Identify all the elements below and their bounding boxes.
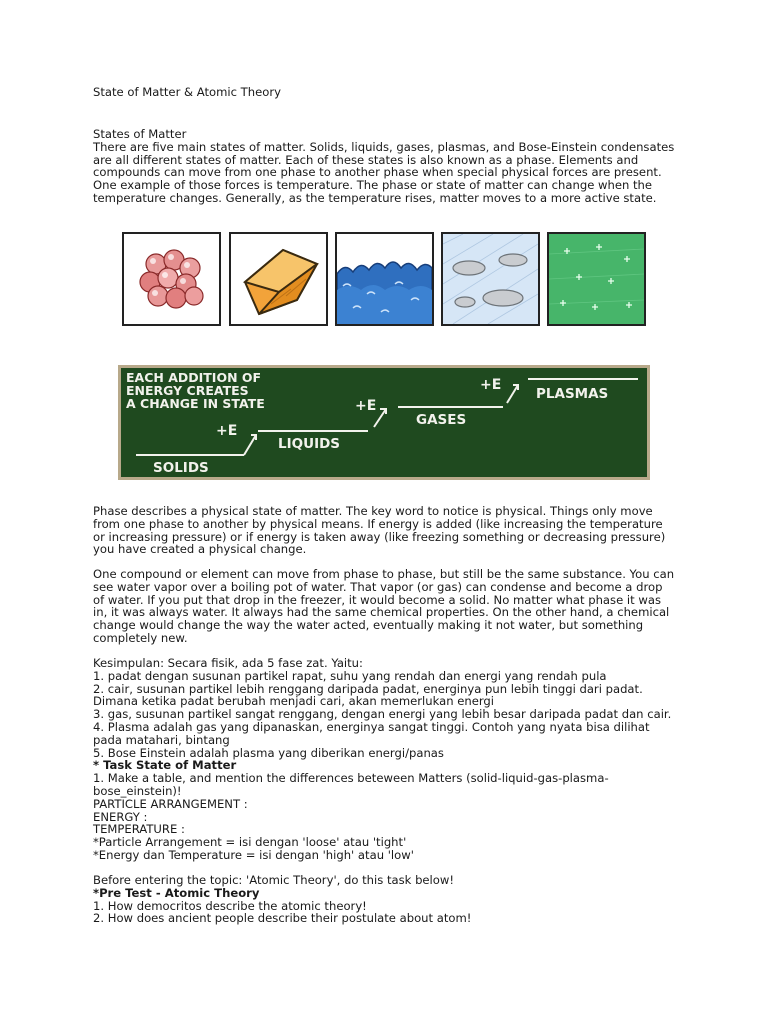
text-line: change would change the way the water acted, eventually making it not water, but something: [93, 618, 644, 633]
pretest-section: [93, 874, 683, 925]
text-line: One example of those forces is temperature. The phase or state of matter can change when the: [93, 178, 653, 193]
text-line: 4. Plasma adalah gas yang dipanaskan, energinya sangat tinggi. Contoh yang nyata bisa dilihat: [93, 719, 650, 734]
text-line: or increasing pressure) or if energy is taken away (like freezing something or decreasing pressure): [93, 529, 666, 544]
text-line: 1. padat dengan susunan partikel rapat, suhu yang rendah dan energi yang rendah pula: [93, 668, 607, 683]
text-line: There are five main states of matter. Solids, liquids, gases, plasmas, and Bose-Einstein condensates: [93, 139, 675, 154]
board-header-line: EACH ADDITION OF: [126, 370, 262, 385]
text-line: pada matahari, bintang: [93, 732, 230, 747]
text-line: 1. Make a table, and mention the differences beteween Matters (solid-liquid-gas-plasma-: [93, 771, 609, 786]
solid-block-image: [229, 232, 328, 326]
text-line: 2. How does ancient people describe their postulate about atom!: [93, 911, 472, 926]
text-line: 5. Bose Einstein adalah plasma yang diberikan energi/panas: [93, 745, 444, 760]
particles-cluster-image: [122, 232, 221, 326]
kesimpulan-section: [93, 657, 683, 862]
compound-paragraph: [93, 568, 683, 645]
document-title: State of Matter & Atomic Theory: [93, 85, 281, 99]
text-line: of water. If you put that drop in the freezer, it would become a solid. No matter what phase it was: [93, 592, 661, 607]
plasma-sparkles-image: [547, 232, 646, 326]
energy-label: +E: [216, 423, 238, 439]
text-line: 3. gas, susunan partikel sangat renggang, dengan energi yang lebih besar daripada padat dan cair.: [93, 707, 672, 722]
text-line: from one phase to another by physical means. If energy is added (like increasing the temperature: [93, 516, 663, 531]
text-line: *Energy dan Temperature = isi dengan 'high' atau 'low': [93, 847, 414, 862]
energy-label: +E: [355, 398, 377, 414]
text-line: completely new.: [93, 630, 188, 645]
task-heading: * Task State of Matter: [93, 758, 237, 773]
state-label-liquids: LIQUIDS: [278, 436, 341, 452]
text-line: Phase describes a physical state of matter. The key word to notice is physical. Things only move: [93, 504, 653, 518]
text-line: PARTICLE ARRANGEMENT :: [93, 796, 248, 811]
text-line: *Particle Arrangement = isi dengan 'loose' atau 'tight': [93, 835, 407, 850]
text-line: One compound or element can move from phase to phase, but still be the same substance. You can: [93, 567, 675, 581]
text-line: ENERGY :: [93, 809, 148, 824]
board-header-line: ENERGY CREATES: [126, 383, 249, 398]
state-label-gases: GASES: [416, 412, 467, 428]
text-line: TEMPERATURE :: [93, 822, 185, 837]
text-line: compounds can move from one phase to another phase when special physical forces are present.: [93, 165, 662, 180]
liquid-waves-image: [335, 232, 434, 326]
section-heading: States of Matter: [93, 127, 187, 141]
text-line: Before entering the topic: 'Atomic Theory', do this task below!: [93, 873, 455, 887]
energy-chalkboard: [118, 365, 650, 480]
board-header-line: A CHANGE IN STATE: [126, 396, 265, 411]
text-line: temperature changes. Generally, as the temperature rises, matter moves to a more active state.: [93, 190, 657, 205]
pretest-heading: *Pre Test - Atomic Theory: [93, 885, 260, 900]
state-label-solids: SOLIDS: [153, 460, 209, 476]
text-line: are all different states of matter. Each of these states is also known as a phase. Elements and: [93, 152, 639, 167]
state-illustrations: [122, 232, 648, 328]
text-line: 2. cair, susunan partikel lebih renggang daripada padat, energinya pun lebih tinggi dari padat.: [93, 681, 643, 696]
text-line: Kesimpulan: Secara fisik, ada 5 fase zat. Yaitu:: [93, 656, 363, 670]
energy-label: +E: [480, 377, 502, 393]
phase-paragraph: [93, 505, 683, 556]
text-line: Dimana ketika padat berubah menjadi cari, akan memerlukan energi: [93, 694, 494, 709]
states-of-matter-section: [93, 128, 683, 205]
text-line: you have created a physical change.: [93, 542, 307, 557]
text-line: see water vapor over a boiling pot of water. That vapor (or gas) can condense and become a drop: [93, 579, 663, 594]
state-label-plasmas: PLASMAS: [536, 386, 609, 402]
gas-clouds-image: [441, 232, 540, 326]
text-line: 1. How democritos describe the atomic theory!: [93, 898, 367, 913]
text-line: bose_einstein)!: [93, 783, 182, 798]
text-line: in, it was always water. It always had the same chemical properties. On the other hand, a chemical: [93, 605, 670, 620]
